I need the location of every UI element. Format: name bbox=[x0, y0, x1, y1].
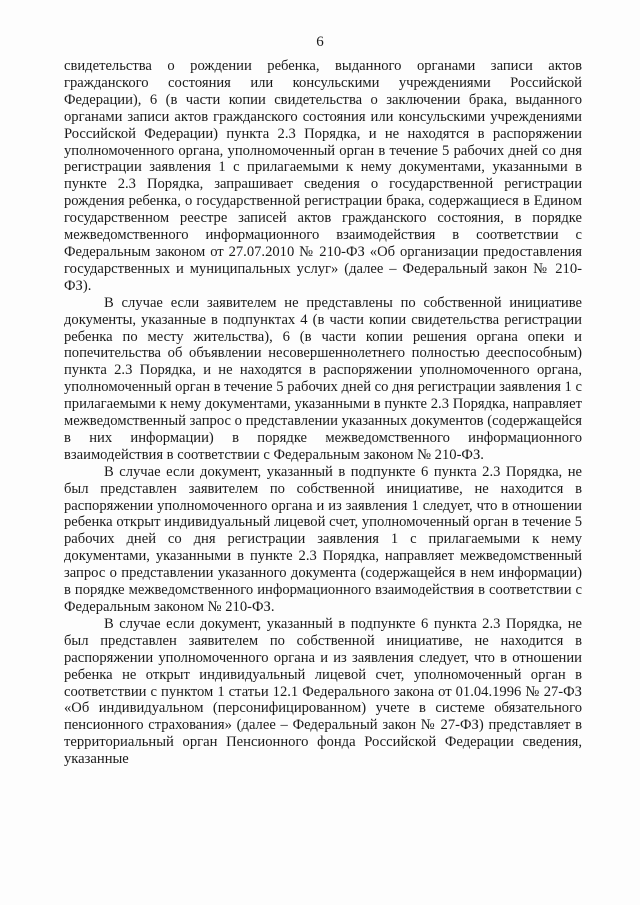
page-number: 6 bbox=[316, 34, 324, 50]
paragraph-4: В случае если документ, указанный в подпункте 6 пункта 2.3 Порядка, не был представлен заявителем по собственной инициативе, не находится в распоряжении уполномоченного органа и из заявления следует, что в отношении ребенка не открыт индивидуальный лицевой счет, уполномоченный орган в соответствии с пунктом 1 статьи 12.1 Федерального закона от 01.04.1996 № 27-ФЗ «Об индивидуальном (персонифицированном) учете в системе обязательного пенсионного страхования» (далее – Федеральный закон № 27-ФЗ) представляет в территориальный орган Пенсионного фонда Российской Федерации сведения, указанные bbox=[64, 615, 582, 768]
paragraph-2: В случае если заявителем не представлены по собственной инициативе документы, указанные в подпунктах 4 (в части копии свидетельства регистрации ребенка по месту жительства), 6 (в части копии решения органа опеки и попечительства об объявлении несовершеннолетнего полностью дееспособным) пункта 2.3 Порядка, и не находятся в распоряжении уполномоченного органа, уполномоченный орган в течение 5 рабочих дней со дня регистрации заявления 1 с прилагаемыми к нему документами, указанными в пункте 2.3 Порядка, направляет межведомственный запрос о представлении указанных документов (содержащейся в них информации) в порядке межведомственного информационного взаимодействия в соответствии с Федеральным законом № 210-ФЗ. bbox=[64, 294, 582, 463]
paragraph-3: В случае если документ, указанный в подпункте 6 пункта 2.3 Порядка, не был представлен заявителем по собственной инициативе, не находится в распоряжении уполномоченного органа и из заявления 1 следует, что в отношении ребенка открыт индивидуальный лицевой счет, уполномоченный орган в течение 5 рабочих дней со дня регистрации заявления 1 с прилагаемыми к нему документами, указанными в пункте 2.3 Порядка, направляет межведомственный запрос о представлении указанного документа (содержащейся в нем информации) в порядке межведомственного информационного взаимодействия в соответствии с Федеральным законом № 210-ФЗ. bbox=[64, 463, 582, 615]
paragraph-1: свидетельства о рождении ребенка, выданного органами записи актов гражданского состояния или консульскими учреждениями Российской Федерации), 6 (в части копии свидетельства о заключении брака, выданного органами записи актов гражданского состояния или консульскими учреждениями Российской Федерации) пункта 2.3 Порядка, и не находятся в распоряжении уполномоченного органа, уполномоченный орган в течение 5 рабочих дней со дня регистрации заявления 1 с прилагаемыми к нему документами, указанными в пункте 2.3 Порядка, запрашивает сведения о государственной регистрации рождения ребенка, о государственной регистрации брака, содержащиеся в Едином государственном реестре записей актов гражданского состояния, в порядке межведомственного информационного взаимодействия в соответствии с Федеральным законом от 27.07.2010 № 210-ФЗ «Об организации предоставления государственных и муниципальных услуг» (далее – Федеральный закон № 210-ФЗ). bbox=[64, 58, 582, 294]
document-body bbox=[64, 58, 582, 768]
